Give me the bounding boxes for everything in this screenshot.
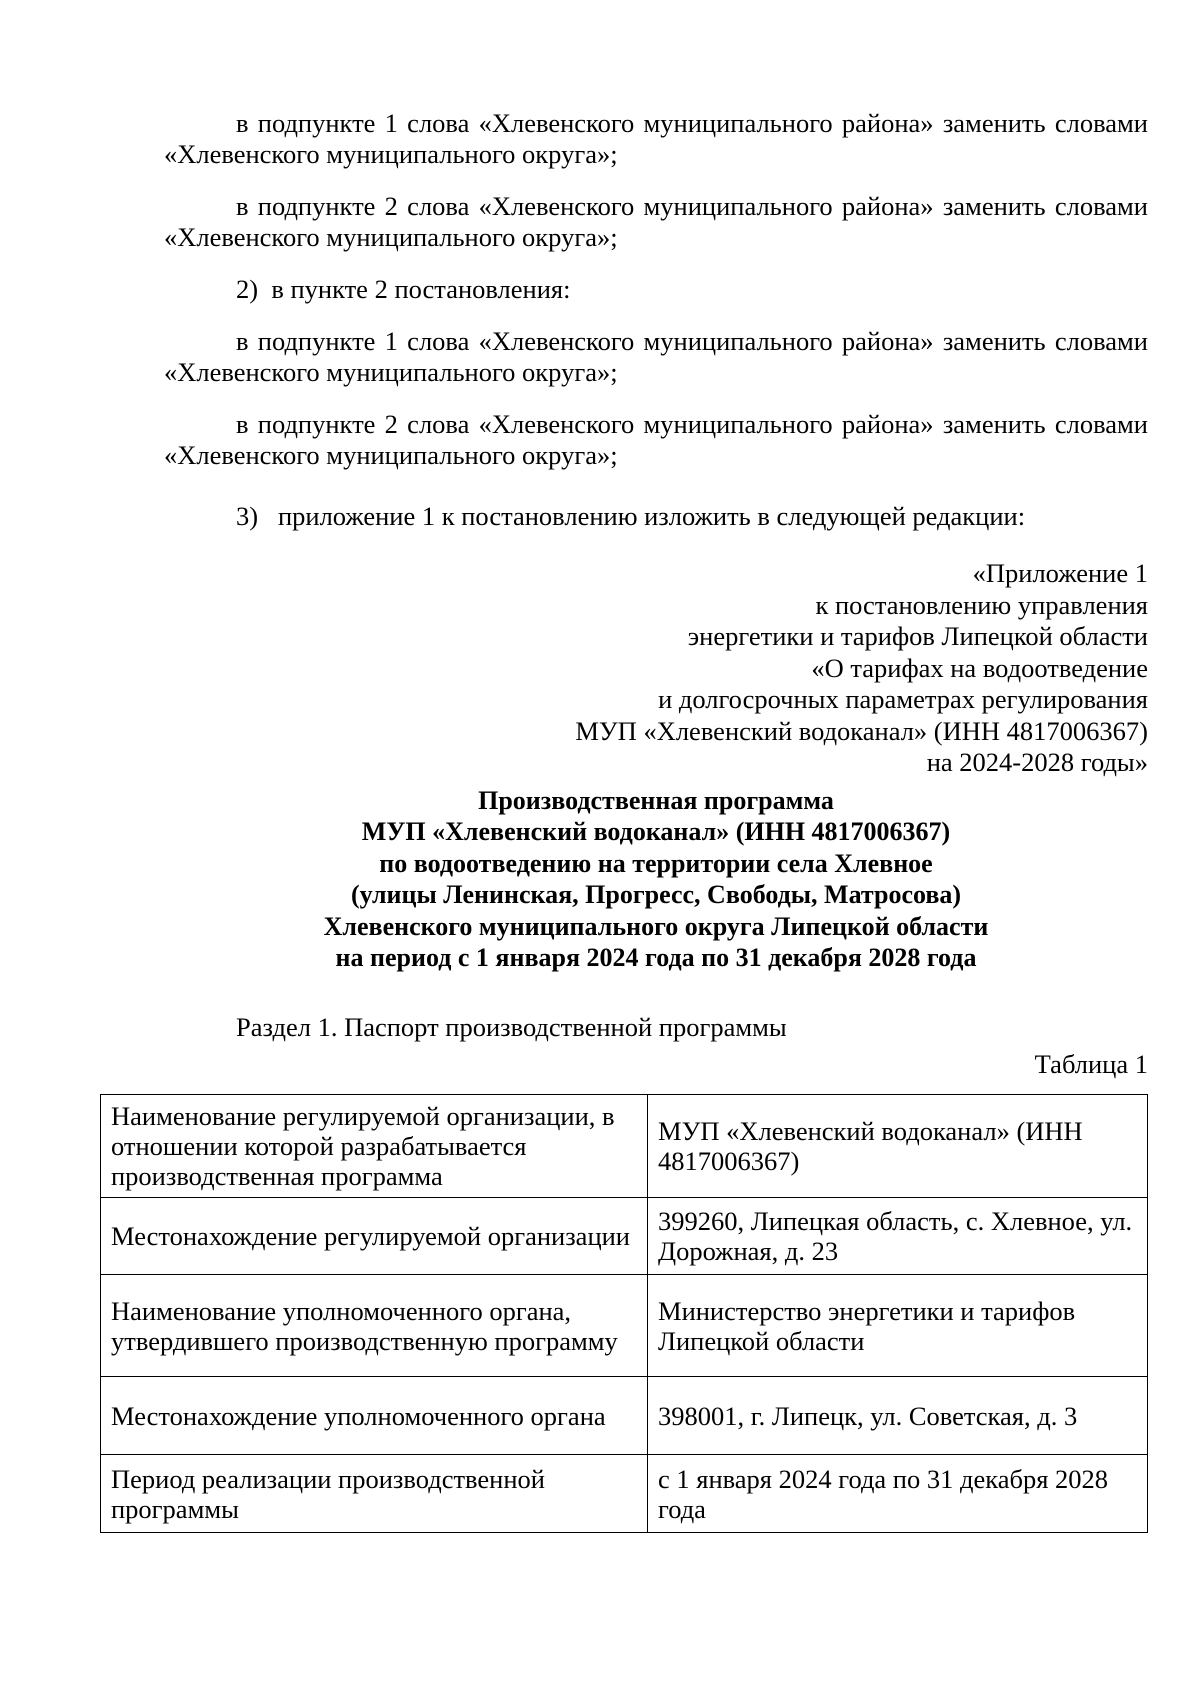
title-line: (улицы Ленинская, Прогресс, Свободы, Матросова)	[350, 880, 962, 909]
document-title	[164, 785, 1148, 974]
appendix-line: «Приложение 1	[972, 558, 1148, 588]
table-row	[101, 1455, 1148, 1533]
table-cell-value: 398001, г. Липецк, ул. Советская, д. 3	[648, 1377, 1148, 1455]
table-cell-value: МУП «Хлевенский водоканал» (ИНН 4817006367)	[648, 1095, 1148, 1198]
title-line: МУП «Хлевенский водоканал» (ИНН 4817006367)	[361, 817, 951, 846]
appendix-line: «О тарифах на водоотведение	[811, 652, 1148, 683]
item-3: 3) приложение 1 к постановлению изложить в следующей редакции:	[236, 501, 1026, 531]
table-cell-label: Наименование регулируемой организации, в отношении которой разрабатывается производственная программа	[101, 1095, 648, 1198]
title-line: Производственная программа	[478, 785, 834, 815]
table-cell-value: с 1 января 2024 года по 31 декабря 2028 года	[648, 1455, 1148, 1533]
table-row	[101, 1275, 1148, 1377]
title-line: Хлевенского муниципального округа Липецкой области	[323, 911, 989, 941]
item-2: 2) в пункте 2 постановления:	[236, 274, 571, 304]
title-line: по водоотведению на территории села Хлевное	[379, 848, 933, 878]
table-cell-label: Местонахождение регулируемой организации	[101, 1198, 648, 1275]
paragraph-3: в подпункте 1 слова «Хлевенского муниципального района» заменить словами «Хлевенского муниципального округа»;	[164, 326, 1148, 387]
paragraph-1: в подпункте 1 слова «Хлевенского муниципального района» заменить словами «Хлевенского муниципального округа»;	[164, 108, 1148, 169]
appendix-line: энергетики и тарифов Липецкой области	[687, 621, 1148, 651]
appendix-line: к постановлению управления	[815, 589, 1148, 620]
table-cell-label: Местонахождение уполномоченного органа	[101, 1377, 648, 1455]
appendix-header	[164, 558, 1148, 779]
passport-table	[100, 1094, 1148, 1533]
appendix-line: МУП «Хлевенский водоканал» (ИНН 4817006367)	[575, 715, 1148, 746]
document-page	[164, 108, 1148, 1079]
paragraph-2: в подпункте 2 слова «Хлевенского муниципального района» заменить словами «Хлевенского муниципального округа»;	[164, 191, 1148, 252]
table-row	[101, 1377, 1148, 1455]
table-label: Таблица 1	[1034, 1048, 1148, 1079]
table-cell-label: Период реализации производственной программы	[101, 1455, 648, 1533]
section-heading: Раздел 1. Паспорт производственной программы	[236, 1011, 787, 1042]
title-line: на период с 1 января 2024 года по 31 декабря 2028 года	[335, 943, 977, 972]
table-cell-label: Наименование уполномоченного органа, утвердившего производственную программу	[101, 1275, 648, 1377]
table-cell-value: 399260, Липецкая область, с. Хлевное, ул. Дорожная, д. 23	[648, 1198, 1148, 1275]
paragraph-4: в подпункте 2 слова «Хлевенского муниципального района» заменить словами «Хлевенского муниципального округа»;	[164, 409, 1148, 470]
appendix-line: и долгосрочных параметрах регулирования	[658, 684, 1148, 714]
table-row	[101, 1095, 1148, 1198]
appendix-line: на 2024-2028 годы»	[926, 747, 1148, 777]
table-row	[101, 1198, 1148, 1275]
table-cell-value: Министерство энергетики и тарифов Липецкой области	[648, 1275, 1148, 1377]
